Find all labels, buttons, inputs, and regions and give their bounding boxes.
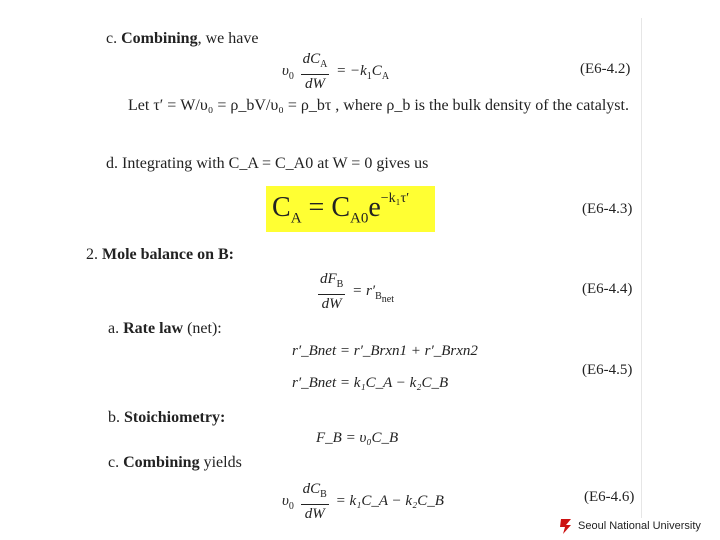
item-heading: Mole balance on B: (102, 246, 234, 263)
eq-sub: B (336, 279, 344, 290)
eq-term: = C (301, 192, 350, 223)
item-letter: a. (108, 320, 120, 337)
eq-num: dC (302, 51, 321, 67)
equation-e6-4-2 (282, 50, 389, 93)
item-letter: c. (108, 454, 120, 471)
university-logo-icon (557, 517, 575, 535)
item-c-combining (106, 30, 258, 48)
eq-rhs: = k₁C_A − k₂C_B (335, 492, 444, 509)
item-letter: d. (106, 155, 118, 172)
equation-e6-4-5b: r′_Bnet = k₁C_A − k₂C_B (292, 375, 449, 391)
item-2-mole-balance (86, 246, 234, 264)
eq-term: υ (282, 62, 289, 79)
item-heading: Stoichiometry: (124, 409, 226, 426)
eq-fraction (318, 270, 345, 313)
eq-den: dW (321, 296, 342, 312)
footer-credit (557, 517, 701, 535)
item-letter: b. (108, 409, 120, 426)
equation-number: (E6-4.4) (582, 281, 633, 297)
eq-term: C (371, 62, 382, 79)
eq-den: dW (305, 76, 326, 92)
equation-number: (E6-4.3) (582, 201, 633, 217)
equation-e6-4-3 (272, 191, 409, 228)
eq-term: υ (282, 492, 289, 509)
item-heading: Combining (121, 30, 198, 47)
item-text: yields (199, 454, 242, 471)
equation-e6-4-6 (282, 480, 444, 523)
eq-fraction (301, 480, 329, 523)
item-heading: Combining (123, 454, 200, 471)
footer-text: Seoul National University (578, 520, 701, 532)
equation-number: (E6-4.2) (580, 61, 631, 77)
eq-sub: A0 (350, 210, 369, 227)
item-text: (net): (183, 320, 222, 337)
item-number: 2. (86, 246, 98, 263)
eq-sub: 1 (366, 70, 372, 82)
eq-sub: B (320, 489, 327, 500)
equation-e6-4-4 (315, 270, 394, 313)
eq-term: e (368, 192, 381, 223)
equation-e6-4-5a: r′_Bnet = r′_Brxn1 + r′_Brxn2 (292, 343, 478, 359)
item-c-combining-yields (108, 454, 242, 472)
eq-num: dF (320, 271, 337, 287)
eq-sub: A (290, 210, 302, 227)
eq-subsub: net (381, 293, 394, 305)
eq-sub: A (381, 70, 390, 82)
let-definition-line: Let τ′ = W/υ₀ = ρ_bV/υ₀ = ρ_bτ , where ρ_b is the bulk density of the catalyst. (128, 97, 629, 114)
page-edge-line (641, 18, 642, 518)
equation-number: (E6-4.6) (584, 489, 635, 505)
equation-number: (E6-4.5) (582, 362, 633, 378)
eq-sub: B (375, 290, 382, 302)
eq-num: dC (302, 481, 321, 497)
eq-sub: 0 (288, 70, 294, 82)
item-text: Integrating with C_A = C_A0 at W = 0 gives us (122, 155, 429, 172)
item-a-rate-law (108, 320, 222, 338)
eq-exponent: −k₁τ′ (380, 191, 410, 206)
eq-rhs: = −k (336, 62, 367, 79)
item-heading: Rate law (123, 320, 184, 337)
item-b-stoichiometry (108, 409, 225, 427)
item-letter: c. (106, 30, 118, 47)
eq-sub: A (320, 59, 328, 70)
eq-sub: 0 (288, 500, 294, 512)
item-text: , we have (197, 30, 259, 47)
eq-fraction (301, 50, 330, 93)
eq-rhs: = r′ (352, 282, 376, 299)
eq-term: C (272, 192, 291, 223)
item-d-integrating (106, 155, 428, 173)
equation-stoichiometry: F_B = υ₀C_B (316, 430, 399, 446)
eq-den: dW (304, 506, 325, 522)
